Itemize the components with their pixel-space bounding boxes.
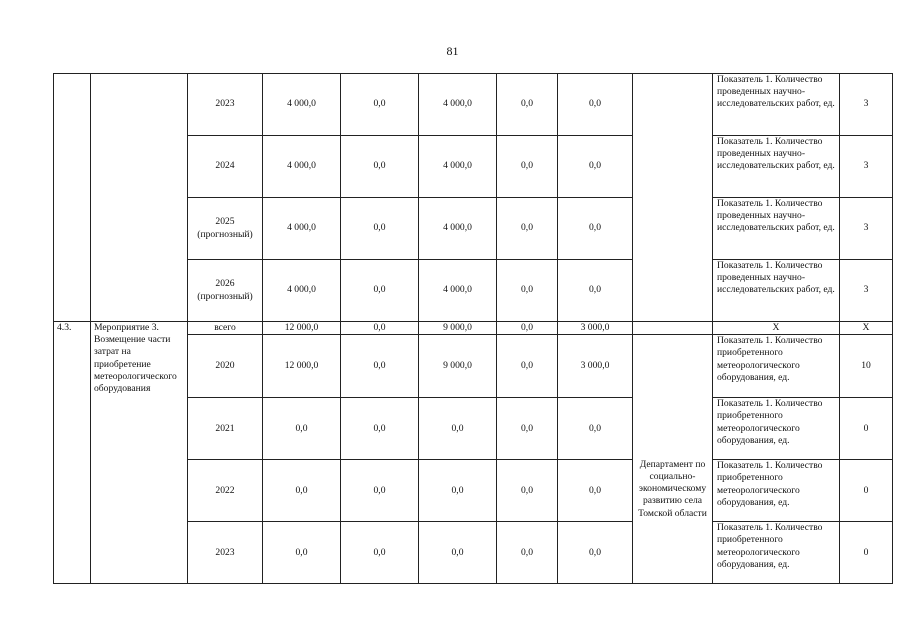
offbudget-cell: 0,0 bbox=[558, 522, 633, 584]
activity-number: 4.3. bbox=[54, 322, 91, 584]
indicator-value-cell: Х bbox=[840, 322, 893, 335]
executor-cell bbox=[633, 322, 713, 335]
year-cell bbox=[188, 260, 263, 322]
regional-cell: 0,0 bbox=[419, 398, 497, 460]
federal-cell: 0,0 bbox=[341, 460, 419, 522]
year-cell: 2023 bbox=[188, 522, 263, 584]
local-cell: 0,0 bbox=[497, 522, 558, 584]
activity-name: Мероприятие 3. Возмещение части затрат на приобретение метеорологического оборудования bbox=[91, 322, 188, 584]
year-cell: 2022 bbox=[188, 460, 263, 522]
total-cell: 12 000,0 bbox=[263, 335, 341, 398]
year-cell: 2023 bbox=[188, 74, 263, 136]
federal-cell: 0,0 bbox=[341, 522, 419, 584]
regional-cell: 4 000,0 bbox=[419, 74, 497, 136]
indicator-value-cell: 0 bbox=[840, 460, 893, 522]
local-cell: 0,0 bbox=[497, 260, 558, 322]
regional-cell: 4 000,0 bbox=[419, 198, 497, 260]
regional-cell: 4 000,0 bbox=[419, 260, 497, 322]
offbudget-cell: 0,0 bbox=[558, 398, 633, 460]
indicator-value-cell: 3 bbox=[840, 136, 893, 198]
indicator-cell: Показатель 1. Количество приобретенного метеорологического оборудования, ед. bbox=[713, 335, 840, 398]
year-label: 2025 bbox=[215, 216, 235, 228]
offbudget-cell: 0,0 bbox=[558, 74, 633, 136]
indicator-cell: Показатель 1. Количество проведенных научно-исследовательских работ, ед. bbox=[713, 74, 840, 136]
federal-cell: 0,0 bbox=[341, 322, 419, 335]
activity-cell bbox=[91, 74, 188, 322]
indicator-cell: Показатель 1. Количество приобретенного метеорологического оборудования, ед. bbox=[713, 398, 840, 460]
offbudget-cell: 0,0 bbox=[558, 260, 633, 322]
total-cell: 4 000,0 bbox=[263, 260, 341, 322]
executor-cell bbox=[633, 74, 713, 322]
federal-cell: 0,0 bbox=[341, 74, 419, 136]
indicator-value-cell: 0 bbox=[840, 398, 893, 460]
indicator-value-cell: 10 bbox=[840, 335, 893, 398]
table-row bbox=[54, 74, 893, 136]
year-cell: 2024 bbox=[188, 136, 263, 198]
table-row-total bbox=[54, 322, 893, 335]
number-cell bbox=[54, 74, 91, 322]
total-cell: 0,0 bbox=[263, 460, 341, 522]
indicator-value-cell: 3 bbox=[840, 198, 893, 260]
federal-cell: 0,0 bbox=[341, 136, 419, 198]
regional-cell: 0,0 bbox=[419, 460, 497, 522]
year-cell bbox=[188, 198, 263, 260]
indicator-value-cell: 3 bbox=[840, 260, 893, 322]
year-cell: всего bbox=[188, 322, 263, 335]
indicator-cell: Показатель 1. Количество проведенных научно-исследовательских работ, ед. bbox=[713, 260, 840, 322]
year-label: 2026 bbox=[215, 278, 235, 290]
program-table bbox=[53, 73, 893, 584]
regional-cell: 0,0 bbox=[419, 522, 497, 584]
federal-cell: 0,0 bbox=[341, 260, 419, 322]
year-cell: 2021 bbox=[188, 398, 263, 460]
offbudget-cell: 0,0 bbox=[558, 198, 633, 260]
offbudget-cell: 3 000,0 bbox=[558, 322, 633, 335]
page-number: 81 bbox=[446, 44, 459, 58]
local-cell: 0,0 bbox=[497, 74, 558, 136]
year-cell: 2020 bbox=[188, 335, 263, 398]
total-cell: 4 000,0 bbox=[263, 74, 341, 136]
offbudget-cell: 0,0 bbox=[558, 460, 633, 522]
offbudget-cell: 3 000,0 bbox=[558, 335, 633, 398]
year-note: (прогнозный) bbox=[197, 290, 253, 302]
total-cell: 0,0 bbox=[263, 398, 341, 460]
local-cell: 0,0 bbox=[497, 335, 558, 398]
indicator-value-cell: 0 bbox=[840, 522, 893, 584]
federal-cell: 0,0 bbox=[341, 398, 419, 460]
federal-cell: 0,0 bbox=[341, 335, 419, 398]
indicator-cell: Показатель 1. Количество приобретенного метеорологического оборудования, ед. bbox=[713, 460, 840, 522]
local-cell: 0,0 bbox=[497, 198, 558, 260]
total-cell: 4 000,0 bbox=[263, 198, 341, 260]
indicator-cell: Показатель 1. Количество проведенных научно-исследовательских работ, ед. bbox=[713, 136, 840, 198]
total-cell: 12 000,0 bbox=[263, 322, 341, 335]
offbudget-cell: 0,0 bbox=[558, 136, 633, 198]
total-cell: 0,0 bbox=[263, 522, 341, 584]
local-cell: 0,0 bbox=[497, 136, 558, 198]
local-cell: 0,0 bbox=[497, 398, 558, 460]
indicator-cell: Показатель 1. Количество приобретенного метеорологического оборудования, ед. bbox=[713, 522, 840, 584]
indicator-cell: Показатель 1. Количество проведенных научно-исследовательских работ, ед. bbox=[713, 198, 840, 260]
local-cell: 0,0 bbox=[497, 322, 558, 335]
year-note: (прогнозный) bbox=[197, 228, 253, 240]
executor-cell: Департамент по социально-экономическому развитию села Томской области bbox=[633, 335, 713, 584]
federal-cell: 0,0 bbox=[341, 198, 419, 260]
regional-cell: 4 000,0 bbox=[419, 136, 497, 198]
local-cell: 0,0 bbox=[497, 460, 558, 522]
regional-cell: 9 000,0 bbox=[419, 335, 497, 398]
indicator-value-cell: 3 bbox=[840, 74, 893, 136]
total-cell: 4 000,0 bbox=[263, 136, 341, 198]
indicator-cell: Х bbox=[713, 322, 840, 335]
regional-cell: 9 000,0 bbox=[419, 322, 497, 335]
